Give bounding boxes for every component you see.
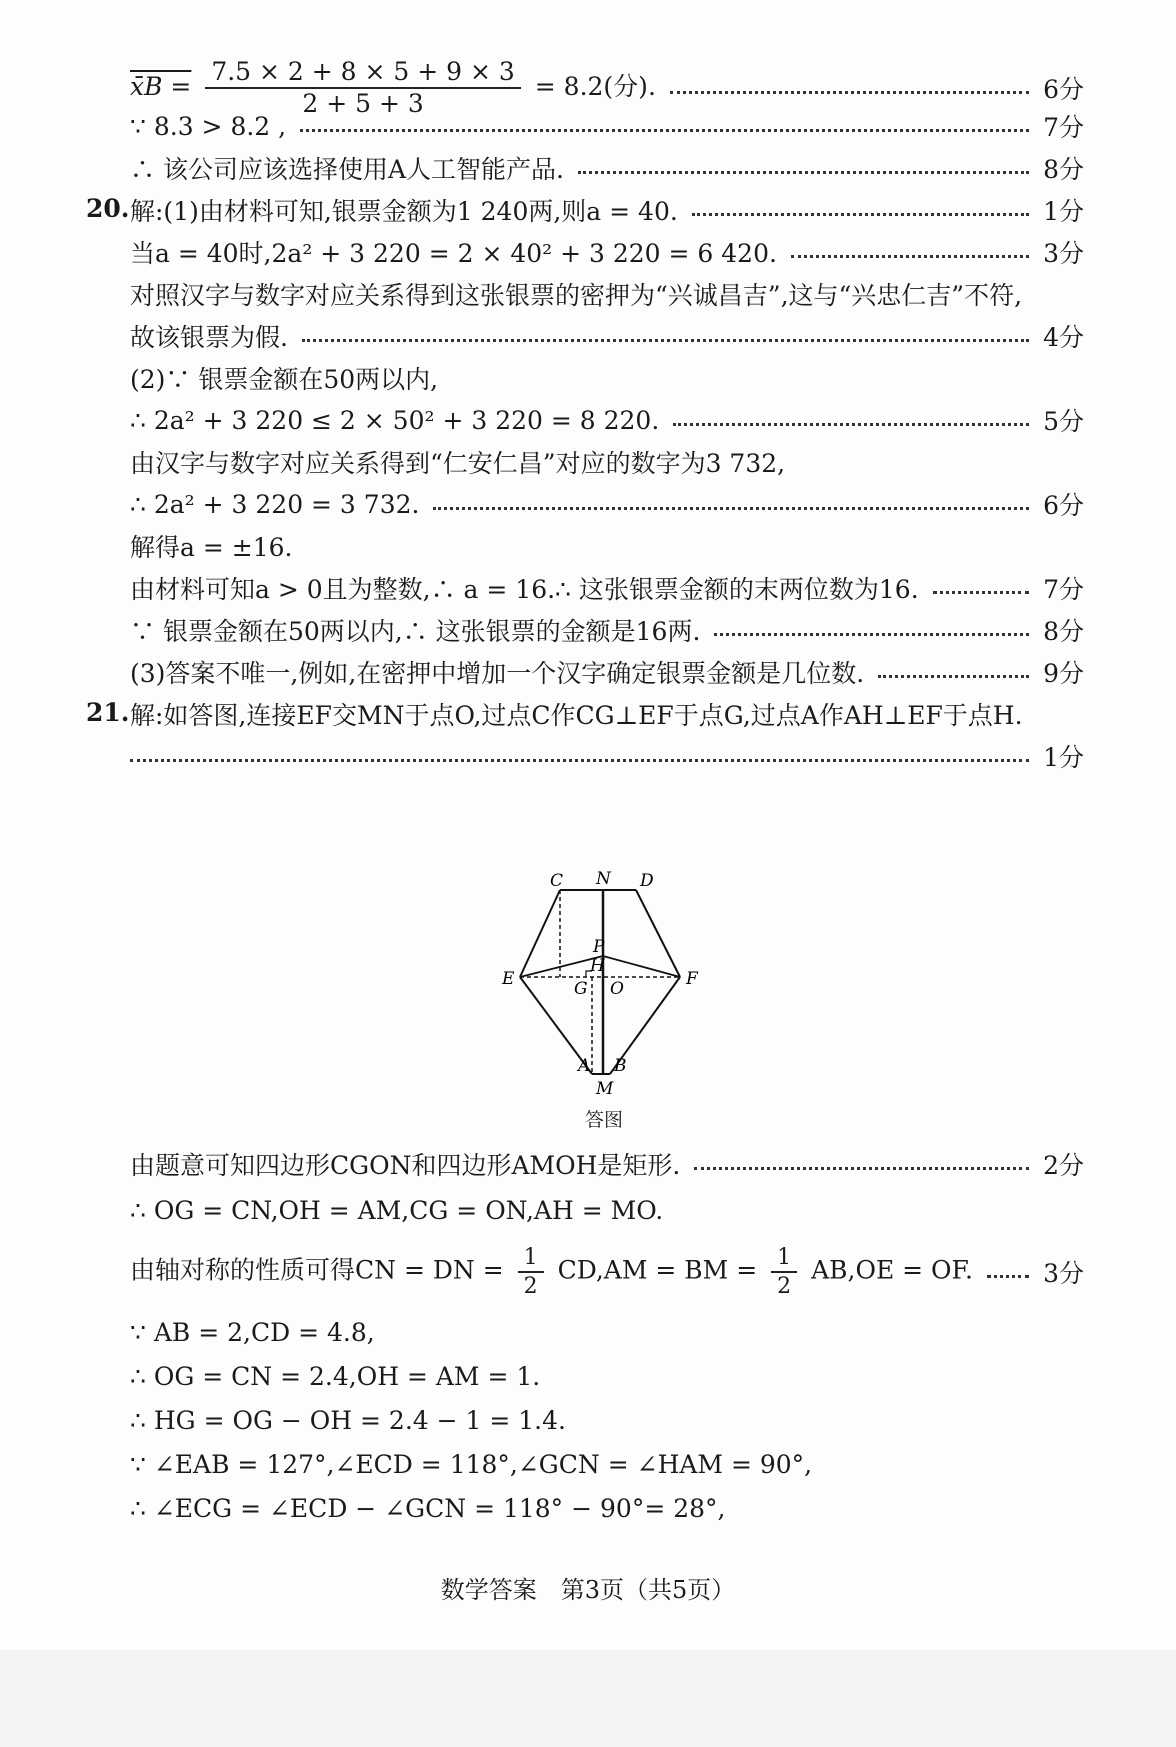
score: 4分 bbox=[1043, 323, 1084, 352]
score: 2分 bbox=[1043, 1151, 1084, 1180]
label-O: O bbox=[610, 979, 624, 999]
score: 9分 bbox=[1043, 659, 1084, 688]
score: 6分 bbox=[1043, 75, 1084, 104]
figure-caption: 答图 bbox=[585, 1109, 624, 1131]
geometry-figure bbox=[490, 860, 730, 1100]
label-M: M bbox=[596, 1079, 614, 1099]
page-footer: 数学答案 第3页（共5页） bbox=[440, 1576, 736, 1604]
score: 6分 bbox=[1043, 491, 1084, 520]
answer-line: ∴ ∠ECG = ∠ECD − ∠GCN = 118° − 90°= 28°, bbox=[130, 1493, 726, 1523]
leader-dots bbox=[692, 213, 1029, 216]
answer-line: 当a = 40时,2a² + 3 220 = 2 × 40² + 3 220 = 6 420. 3分 bbox=[130, 230, 1084, 274]
page-bottom-margin bbox=[0, 1650, 1176, 1747]
mean-b-symbol: x̄B = bbox=[130, 71, 192, 101]
answer-line bbox=[130, 734, 1084, 778]
score: 1分 bbox=[1043, 197, 1084, 226]
label-P: P bbox=[593, 937, 605, 957]
leader-dots bbox=[791, 255, 1029, 258]
label-F: F bbox=[686, 969, 698, 989]
leader-dots bbox=[130, 759, 1029, 762]
answer-line: ∴ OG = CN,OH = AM,CG = ON,AH = MO. bbox=[130, 1195, 664, 1225]
score: 8分 bbox=[1043, 617, 1084, 646]
answer-line: 由题意可知四边形CGON和四边形AMOH是矩形. 2分 bbox=[130, 1142, 1084, 1186]
leader-dots bbox=[578, 171, 1029, 174]
score: 7分 bbox=[1043, 575, 1084, 604]
answer-line: 由材料可知a > 0且为整数,∴ a = 16.∴ 这张银票金额的末两位数为16. 7分 bbox=[130, 566, 1084, 610]
answer-line: 对照汉字与数字对应关系得到这张银票的密押为“兴诚昌吉”,这与“兴忠仁吉”不符, bbox=[130, 281, 1023, 310]
leader-dots bbox=[714, 633, 1029, 636]
leader-dots bbox=[878, 675, 1029, 678]
mean-b-fraction: $\frac{7.5 \times 2 + 8 \times 5 + 9 \times 3}{2 + 5 + 3}$ bbox=[205, 59, 521, 118]
label-G: G bbox=[574, 979, 588, 999]
answer-line: 由汉字与数字对应关系得到“仁安仁昌”对应的数字为3 732, bbox=[130, 449, 786, 478]
question-number-21: 21. bbox=[86, 698, 130, 727]
leader-dots bbox=[670, 91, 1029, 94]
leader-dots bbox=[673, 423, 1029, 426]
label-N: N bbox=[596, 869, 611, 889]
leader-dots bbox=[987, 1275, 1029, 1278]
answer-line: ∵ 银票金额在50两以内,∴ 这张银票的金额是16两. 8分 bbox=[130, 608, 1084, 652]
answer-line: ∵ ∠EAB = 127°,∠ECD = 118°,∠GCN = ∠HAM = 90°, bbox=[130, 1449, 813, 1479]
label-C: C bbox=[550, 871, 564, 891]
answer-line: 解得a = ±16. bbox=[130, 533, 293, 562]
answer-line: (3)答案不唯一,例如,在密押中增加一个汉字确定银票金额是几位数. 9分 bbox=[130, 650, 1084, 694]
leader-dots bbox=[300, 129, 1029, 132]
answer-line: ∴ HG = OG − OH = 2.4 − 1 = 1.4. bbox=[130, 1405, 566, 1435]
answer-line: 解:(1)由材料可知,银票金额为1 240两,则a = 40. 1分 bbox=[130, 188, 1084, 232]
answer-line: ∴ 2a² + 3 220 ≤ 2 × 50² + 3 220 = 8 220. 5分 bbox=[130, 398, 1084, 442]
score: 3分 bbox=[1043, 1259, 1084, 1288]
score: 5分 bbox=[1043, 407, 1084, 436]
label-B: B bbox=[614, 1056, 627, 1076]
fraction-half: $\frac{1}{2}$ bbox=[771, 1246, 797, 1298]
answer-line: ∵ 8.3 > 8.2 , 7分 bbox=[130, 104, 1084, 148]
label-E: E bbox=[502, 969, 515, 989]
leader-dots bbox=[302, 339, 1029, 342]
answer-line: ∵ AB = 2,CD = 4.8, bbox=[130, 1317, 375, 1347]
score: 3分 bbox=[1043, 239, 1084, 268]
mean-b-line: x̄B = $\frac{7.5 \times 2 + 8 \times 5 + 9 \times 3}{2 + 5 + 3}$ = 8.2(分). 6分 bbox=[130, 56, 1084, 118]
label-H: H bbox=[590, 956, 605, 976]
label-A: A bbox=[578, 1056, 591, 1076]
leader-dots bbox=[694, 1167, 1029, 1170]
score: 8分 bbox=[1043, 155, 1084, 184]
score: 7分 bbox=[1043, 113, 1084, 142]
leader-dots bbox=[933, 591, 1029, 594]
fraction-half: $\frac{1}{2}$ bbox=[518, 1246, 544, 1298]
answer-line: 故该银票为假. 4分 bbox=[130, 314, 1084, 358]
answer-line: ∴ 2a² + 3 220 = 3 732. 6分 bbox=[130, 482, 1084, 526]
answer-line: 由轴对称的性质可得CN = DN = $\frac{1}{2}$ CD,AM = BM = $\frac{1}{2}$ AB,OE = OF. 3分 bbox=[130, 1244, 1084, 1299]
answer-line: ∴ 该公司应该选择使用A人工智能产品. 8分 bbox=[130, 146, 1084, 190]
answer-line: ∴ OG = CN = 2.4,OH = AM = 1. bbox=[130, 1361, 541, 1391]
question-number-20: 20. bbox=[86, 194, 130, 223]
label-D: D bbox=[640, 871, 654, 891]
answer-line: 解:如答图,连接EF交MN于点O,过点C作CG⊥EF于点G,过点A作AH⊥EF于点H. bbox=[130, 701, 1023, 730]
score: 1分 bbox=[1043, 743, 1084, 772]
leader-dots bbox=[433, 507, 1029, 510]
answer-line: (2)∵ 银票金额在50两以内, bbox=[130, 365, 439, 394]
